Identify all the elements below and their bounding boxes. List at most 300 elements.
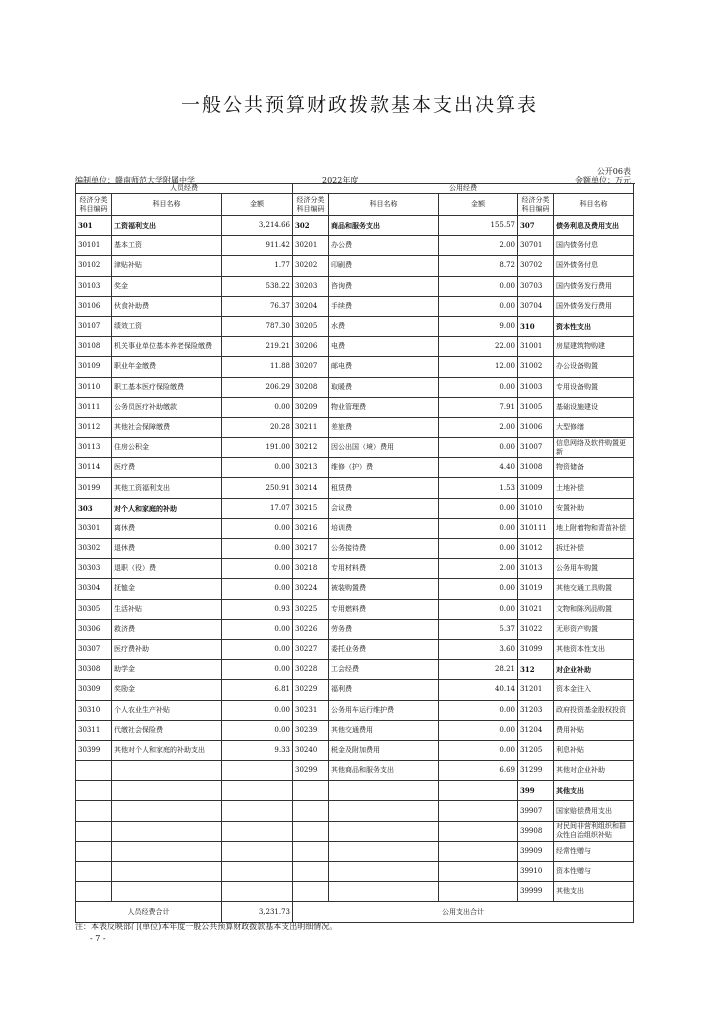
code-cell: 30231 [293,700,329,720]
code-cell: 31003 [518,377,554,397]
name-cell: 利息补贴 [554,740,634,760]
amount-cell: 9.00 [439,316,518,336]
name-cell: 国家赔偿费用支出 [554,801,634,821]
name-cell: 绩效工资 [112,316,222,336]
amount-cell: 6.81 [222,680,293,700]
code-cell: 31005 [518,397,554,417]
name-cell: 手续费 [329,296,439,316]
code-cell: 30702 [518,256,554,276]
amount-cell: 206.29 [222,377,293,397]
name-cell: 印刷费 [329,256,439,276]
table-row [76,236,634,256]
code-cell: 30201 [293,236,329,256]
code-cell: 30215 [293,498,329,518]
amount-cell: 0.00 [222,639,293,659]
amount-cell: 12.00 [439,357,518,377]
name-cell: 基本工资 [112,236,222,256]
code-cell: 39907 [518,801,554,821]
code-cell: 30208 [293,377,329,397]
name-cell: 救济费 [112,619,222,639]
table-row [76,458,634,478]
name-cell: 生活补贴 [112,599,222,619]
name-cell: 被装购置费 [329,579,439,599]
name-cell [329,781,439,801]
table-row [76,478,634,498]
name-cell: 离休费 [112,518,222,538]
name-cell: 委托业务费 [329,639,439,659]
header-code: 经济分类科目编码 [76,194,112,216]
code-cell: 30310 [76,700,112,720]
amount-cell: 0.00 [439,377,518,397]
name-cell: 维修（护）费 [329,458,439,478]
amount-cell: 4.40 [439,458,518,478]
code-cell: 30308 [76,660,112,680]
code-cell: 39999 [518,882,554,902]
code-cell: 30103 [76,276,112,296]
name-cell: 因公出国（境）费用 [329,438,439,458]
name-cell: 代缴社会保险费 [112,720,222,740]
code-cell: 30217 [293,539,329,559]
code-cell: 31001 [518,337,554,357]
name-cell: 邮电费 [329,357,439,377]
amount-cell: 17.07 [222,498,293,518]
name-cell: 公务接待费 [329,539,439,559]
name-cell: 职工基本医疗保险缴费 [112,377,222,397]
table-row [76,518,634,538]
name-cell: 拆迁补偿 [554,539,634,559]
code-cell: 30111 [76,397,112,417]
code-cell: 303 [76,498,112,518]
code-cell [293,841,329,861]
code-cell: 31022 [518,619,554,639]
name-cell: 机关事业单位基本养老保险缴费 [112,337,222,357]
page-number: - 7 - [90,934,106,943]
name-cell: 福利费 [329,680,439,700]
name-cell: 抚恤金 [112,579,222,599]
amount-cell: 0.00 [222,458,293,478]
name-cell: 公务用车运行维护费 [329,700,439,720]
table-row [76,740,634,760]
amount-cell: 28.21 [439,660,518,680]
table-row [76,781,634,801]
code-cell: 31205 [518,740,554,760]
header-amount: 金额 [439,194,518,216]
name-cell: 电费 [329,337,439,357]
code-cell: 39910 [518,862,554,882]
amount-cell [439,781,518,801]
code-cell: 31203 [518,700,554,720]
code-cell: 30203 [293,276,329,296]
name-cell: 资本金注入 [554,680,634,700]
amount-cell: 0.00 [439,539,518,559]
amount-cell: 3,214.66 [222,216,293,236]
table-row [76,357,634,377]
code-cell: 30113 [76,438,112,458]
code-cell: 30218 [293,559,329,579]
header-amount: 金额 [222,194,293,216]
name-cell: 个人农业生产补贴 [112,700,222,720]
amount-cell [439,821,518,841]
code-cell: 30101 [76,236,112,256]
code-cell [76,862,112,882]
code-cell: 30239 [293,720,329,740]
amount-cell: 0.00 [222,700,293,720]
amount-cell: 0.00 [439,296,518,316]
table-row [76,821,634,841]
code-cell: 31002 [518,357,554,377]
name-cell: 费用补贴 [554,720,634,740]
code-cell [76,801,112,821]
name-cell [329,841,439,861]
amount-cell: 0.00 [222,518,293,538]
code-cell: 31013 [518,559,554,579]
year-label: 2022年度 [322,176,359,185]
name-cell: 职业年金缴费 [112,357,222,377]
name-cell: 物资储备 [554,458,634,478]
name-cell: 工资福利支出 [112,216,222,236]
name-cell [112,882,222,902]
table-row [76,316,634,336]
amount-cell [439,801,518,821]
expenditure-table [75,183,634,923]
table-row [76,539,634,559]
code-cell: 310111 [518,518,554,538]
name-cell: 会议费 [329,498,439,518]
name-cell: 资本性支出 [554,316,634,336]
code-cell: 30240 [293,740,329,760]
code-cell: 30204 [293,296,329,316]
personnel-total-label: 人员经费合计 [76,902,222,923]
amount-cell: 0.00 [222,559,293,579]
code-cell: 31006 [518,417,554,437]
amount-cell: 1.77 [222,256,293,276]
code-cell [293,821,329,841]
table-row [76,498,634,518]
table-row [76,862,634,882]
code-cell [76,882,112,902]
table-row [76,579,634,599]
amount-cell: 0.00 [222,720,293,740]
name-cell: 医疗费补助 [112,639,222,659]
name-cell [112,862,222,882]
name-cell: 物业管理费 [329,397,439,417]
name-cell: 公务用车购置 [554,559,634,579]
code-cell [76,761,112,781]
amount-cell: 20.28 [222,417,293,437]
amount-cell: 0.00 [222,619,293,639]
code-cell: 30209 [293,397,329,417]
code-cell: 310 [518,316,554,336]
table-row [76,720,634,740]
amount-cell: 0.93 [222,599,293,619]
name-cell: 专用燃料费 [329,599,439,619]
header-code: 经济分类科目编码 [293,194,329,216]
name-cell: 伙食补助费 [112,296,222,316]
code-cell [293,862,329,882]
code-cell: 31019 [518,579,554,599]
name-cell: 专用设备购置 [554,377,634,397]
name-cell: 经常性赠与 [554,841,634,861]
name-cell: 国内债务付息 [554,236,634,256]
table-row [76,599,634,619]
code-cell: 31299 [518,761,554,781]
name-cell: 取暖费 [329,377,439,397]
code-cell: 30701 [518,236,554,256]
amount-cell: 0.00 [222,660,293,680]
unit-label: 编制单位：赣南师范大学附属中学 [75,176,195,185]
code-cell: 30109 [76,357,112,377]
code-cell: 31099 [518,639,554,659]
table-row [76,801,634,821]
code-cell: 30212 [293,438,329,458]
amount-cell: 911.42 [222,236,293,256]
name-cell: 水费 [329,316,439,336]
amount-cell: 0.00 [439,700,518,720]
name-cell: 培训费 [329,518,439,538]
code-cell: 30304 [76,579,112,599]
amount-cell: 0.00 [222,539,293,559]
code-cell: 301 [76,216,112,236]
name-cell: 基础设施建设 [554,397,634,417]
amount-cell: 11.88 [222,357,293,377]
amount-cell: 191.00 [222,438,293,458]
code-cell: 30199 [76,478,112,498]
table-row [76,397,634,417]
currency-label: 金额单位：万元 [575,176,631,185]
code-cell: 30214 [293,478,329,498]
code-cell: 31008 [518,458,554,478]
amount-cell: 3.60 [439,639,518,659]
code-cell [76,821,112,841]
name-cell [112,841,222,861]
amount-cell: 155.57 [439,216,518,236]
code-cell [76,781,112,801]
name-cell [112,781,222,801]
amount-cell [222,882,293,902]
section-public: 公用经费 [293,184,634,194]
name-cell [112,821,222,841]
table-row [76,680,634,700]
code-cell: 30299 [293,761,329,781]
table-row [76,417,634,437]
code-cell [293,882,329,902]
name-cell: 退职（役）费 [112,559,222,579]
table-row [76,216,634,236]
amount-cell [439,862,518,882]
amount-cell: 0.00 [439,579,518,599]
code-cell: 31012 [518,539,554,559]
table-row [76,559,634,579]
amount-cell: 40.14 [439,680,518,700]
personnel-total-value: 3,231.73 [222,902,293,923]
name-cell: 其他对企业补助 [554,761,634,781]
table-row [76,761,634,781]
code-cell: 30211 [293,417,329,437]
code-cell: 30216 [293,518,329,538]
name-cell [329,882,439,902]
amount-cell: 0.00 [222,397,293,417]
code-cell: 31010 [518,498,554,518]
name-cell: 其他支出 [554,781,634,801]
code-cell [76,841,112,861]
table-row [76,639,634,659]
name-cell [329,821,439,841]
amount-cell [222,841,293,861]
code-cell: 30307 [76,639,112,659]
amount-cell: 0.00 [439,438,518,458]
table-row [76,700,634,720]
amount-cell: 0.00 [439,518,518,538]
name-cell: 国外债务发行费用 [554,296,634,316]
code-cell: 31204 [518,720,554,740]
amount-cell: 2.00 [439,236,518,256]
code-cell: 31007 [518,438,554,458]
name-cell: 其他社会保障缴费 [112,417,222,437]
name-cell: 其他交通工具购置 [554,579,634,599]
code-cell: 39909 [518,841,554,861]
code-cell: 30229 [293,680,329,700]
name-cell: 租赁费 [329,478,439,498]
name-cell: 医疗费 [112,458,222,478]
name-cell: 对企业补助 [554,660,634,680]
code-cell: 30114 [76,458,112,478]
name-cell: 公务员医疗补助缴款 [112,397,222,417]
code-cell: 399 [518,781,554,801]
table-row [76,619,634,639]
amount-cell: 2.00 [439,417,518,437]
header-code: 经济分类科目编码 [518,194,554,216]
amount-cell [222,801,293,821]
amount-cell: 0.00 [439,720,518,740]
name-cell: 其他工资福利支出 [112,478,222,498]
code-cell: 30228 [293,660,329,680]
name-cell: 文物和陈列品购置 [554,599,634,619]
amount-cell [439,841,518,861]
amount-cell: 22.00 [439,337,518,357]
code-cell: 30207 [293,357,329,377]
amount-cell: 8.72 [439,256,518,276]
table-row [76,841,634,861]
amount-cell: 0.00 [439,740,518,760]
name-cell: 土地补偿 [554,478,634,498]
name-cell: 商品和服务支出 [329,216,439,236]
name-cell: 助学金 [112,660,222,680]
name-cell: 政府投资基金股权投资 [554,700,634,720]
name-cell: 地上附着物和青苗补偿 [554,518,634,538]
code-cell: 30224 [293,579,329,599]
name-cell: 其他对个人和家庭的补助支出 [112,740,222,760]
amount-cell: 5.37 [439,619,518,639]
name-cell: 办公设备购置 [554,357,634,377]
code-cell: 30107 [76,316,112,336]
name-cell: 信息网络及软件购置更新 [554,438,634,458]
section-personnel: 人员经费 [76,184,293,194]
amount-cell: 0.00 [222,579,293,599]
code-cell: 31009 [518,478,554,498]
name-cell: 津贴补贴 [112,256,222,276]
table-row [76,882,634,902]
section-header-row [76,184,634,194]
header-name: 科目名称 [554,194,634,216]
amount-cell: 0.00 [439,599,518,619]
name-cell: 奖金 [112,276,222,296]
code-cell: 39908 [518,821,554,841]
code-cell [293,781,329,801]
amount-cell: 6.69 [439,761,518,781]
name-cell [329,862,439,882]
name-cell: 资本性赠与 [554,862,634,882]
amount-cell: 9.33 [222,740,293,760]
amount-cell [222,821,293,841]
code-cell: 30108 [76,337,112,357]
amount-cell: 250.91 [222,478,293,498]
name-cell: 大型修缮 [554,417,634,437]
column-header-row [76,194,634,216]
table-row [76,377,634,397]
table-row [76,438,634,458]
code-cell: 312 [518,660,554,680]
code-cell: 30227 [293,639,329,659]
amount-cell: 7.91 [439,397,518,417]
name-cell: 税金及附加费用 [329,740,439,760]
totals-row [76,902,634,923]
footnote: 注：本表反映部门(单位)本年度一般公共预算财政拨款基本支出明细情况。 [75,922,338,931]
amount-cell [222,781,293,801]
code-cell: 30106 [76,296,112,316]
code-cell: 30311 [76,720,112,740]
code-cell: 30206 [293,337,329,357]
public-total-label: 公用支出合计 [293,902,634,923]
name-cell: 咨询费 [329,276,439,296]
code-cell: 30112 [76,417,112,437]
code-cell: 30305 [76,599,112,619]
name-cell: 办公费 [329,236,439,256]
name-cell: 其他商品和服务支出 [329,761,439,781]
name-cell: 奖励金 [112,680,222,700]
code-cell: 30110 [76,377,112,397]
amount-cell: 787.30 [222,316,293,336]
code-cell: 31021 [518,599,554,619]
code-cell: 302 [293,216,329,236]
amount-cell: 76.37 [222,296,293,316]
name-cell: 其他支出 [554,882,634,902]
name-cell: 国内债务发行费用 [554,276,634,296]
name-cell: 其他资本性支出 [554,639,634,659]
table-row [76,296,634,316]
code-cell: 30202 [293,256,329,276]
code-cell: 30301 [76,518,112,538]
code-cell: 30102 [76,256,112,276]
amount-cell: 538.22 [222,276,293,296]
name-cell: 无形资产购置 [554,619,634,639]
name-cell: 对个人和家庭的补助 [112,498,222,518]
amount-cell: 0.00 [439,498,518,518]
table-code: 公开06表 [596,167,631,176]
code-cell: 31201 [518,680,554,700]
name-cell [329,801,439,821]
code-cell: 30303 [76,559,112,579]
code-cell: 30306 [76,619,112,639]
table-row [76,256,634,276]
name-cell: 安置补助 [554,498,634,518]
amount-cell: 1.53 [439,478,518,498]
amount-cell [222,862,293,882]
name-cell: 劳务费 [329,619,439,639]
code-cell: 30309 [76,680,112,700]
code-cell [293,801,329,821]
name-cell: 债务利息及费用支出 [554,216,634,236]
page-title: 一般公共预算财政拨款基本支出决算表 [180,94,538,116]
